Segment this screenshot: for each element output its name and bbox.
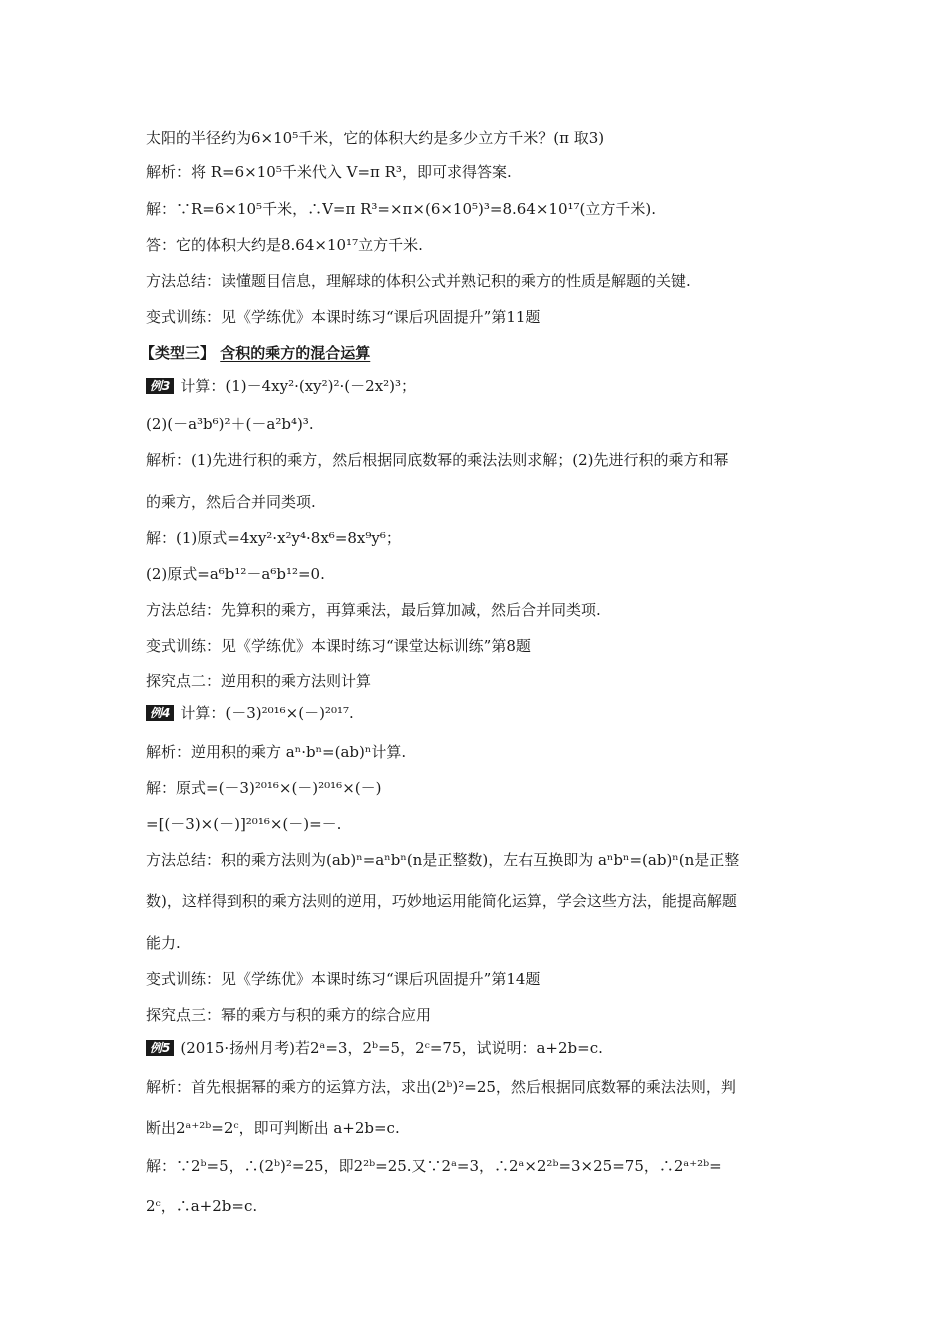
section-heading-type3	[140, 343, 370, 363]
analysis-line: 解析：将 R=6×10⁵千米代入 V=π R³，即可求得答案.	[146, 163, 512, 181]
explore-point-3: 探究点三：幂的乘方与积的乘方的综合应用	[146, 1006, 432, 1024]
analysis-line: 解析：首先根据幂的乘方的运算方法，求出(2ᵇ)²=25，然后根据同底数幂的乘法法则，判	[146, 1078, 736, 1096]
answer-line: 答：它的体积大约是8.64×10¹⁷立方千米.	[146, 236, 423, 254]
problem-statement: 太阳的半径约为6×10⁵千米，它的体积大约是多少立方千米？(π 取3)	[146, 129, 605, 147]
analysis-line: 断出2ᵃ⁺²ᵇ=2ᶜ，即可判断出 a+2b=c.	[146, 1119, 400, 1137]
solution-line: 2ᶜ，∴a+2b=c.	[146, 1197, 258, 1215]
solution-line: 解：∵2ᵇ=5，∴(2ᵇ)²=25，即2²ᵇ=25.又∵2ᵃ=3，∴2ᵃ×2²ᵇ=3×25=75，∴2ᵃ⁺²ᵇ=	[146, 1157, 722, 1175]
analysis-line: 解析：逆用积的乘方 aⁿ·bⁿ=(ab)ⁿ计算.	[146, 743, 407, 761]
analysis-line: 的乘方，然后合并同类项.	[146, 493, 316, 511]
example-badge-5: 例5	[146, 1040, 174, 1056]
method-summary: 方法总结：读懂题目信息，理解球的体积公式并熟记积的乘方的性质是解题的关键.	[146, 272, 691, 290]
example-3-text: 计算：(1)－4xy²·(xy²)²·(－2x²)³；	[180, 377, 417, 395]
example-4-text: 计算：(－3)²⁰¹⁶×(－)²⁰¹⁷.	[180, 704, 354, 722]
example-3-part2: (2)(－a³b⁶)²＋(－a²b⁴)³.	[146, 415, 314, 433]
variant-training: 变式训练：见《学练优》本课时练习“课堂达标训练”第8题	[146, 637, 531, 655]
explore-point-2: 探究点二：逆用积的乘方法则计算	[146, 672, 372, 690]
method-summary: 数)，这样得到积的乘方法则的逆用，巧妙地运用能简化运算，学会这些方法，能提高解题	[146, 892, 737, 910]
example-5	[146, 1038, 603, 1058]
variant-training: 变式训练：见《学练优》本课时练习“课后巩固提升”第14题	[146, 970, 541, 988]
type3-title: 含积的乘方的混合运算	[220, 344, 371, 362]
example-5-text: (2015·扬州月考)若2ᵃ=3，2ᵇ=5，2ᶜ=75，试说明：a+2b=c.	[180, 1039, 603, 1057]
solution-line: (2)原式=a⁶b¹²－a⁶b¹²=0.	[146, 565, 325, 583]
type3-tag: 【类型三】	[140, 344, 216, 362]
method-summary: 方法总结：积的乘方法则为(ab)ⁿ=aⁿbⁿ(n是正整数)，左右互换即为 aⁿbⁿ=(ab)ⁿ(n是正整	[146, 851, 740, 869]
example-badge-3: 例3	[146, 378, 174, 394]
solution-line: 解：原式=(－3)²⁰¹⁶×(－)²⁰¹⁶×(－)	[146, 779, 382, 797]
method-summary: 方法总结：先算积的乘方，再算乘法，最后算加减，然后合并同类项.	[146, 601, 601, 619]
analysis-line: 解析：(1)先进行积的乘方，然后根据同底数幂的乘法法则求解；(2)先进行积的乘方和幂	[146, 451, 729, 469]
solution-line: 解：∵R=6×10⁵千米，∴V=π R³=×π×(6×10⁵)³=8.64×10¹⁷(立方千米).	[146, 200, 657, 218]
example-4	[146, 703, 354, 723]
variant-training: 变式训练：见《学练优》本课时练习“课后巩固提升”第11题	[146, 308, 541, 326]
solution-line: =[(－3)×(－)]²⁰¹⁶×(－)=－.	[146, 815, 342, 833]
solution-line: 解：(1)原式=4xy²·x²y⁴·8x⁶=8x⁹y⁶；	[146, 529, 401, 547]
method-summary: 能力.	[146, 934, 181, 952]
example-badge-4: 例4	[146, 705, 174, 721]
example-3	[146, 376, 416, 396]
